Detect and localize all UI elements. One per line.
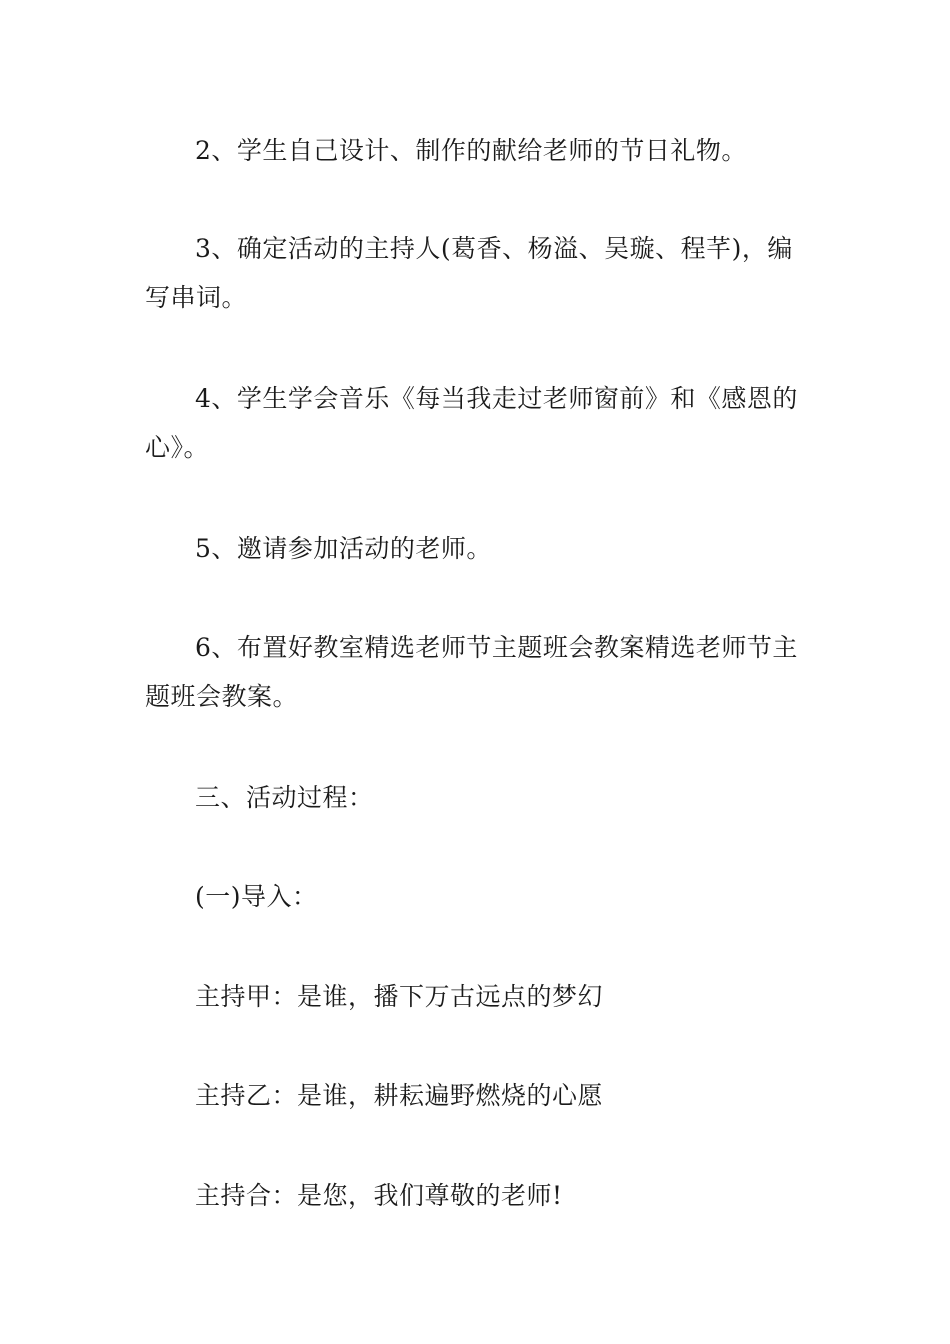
section-heading-activity-process: 三、活动过程： (195, 783, 374, 812)
paragraph-item-2: 2、学生自己设计、制作的献给老师的节日礼物。 (195, 136, 747, 165)
paragraph-item-3: 3、确定活动的主持人(葛香、杨溢、吴璇、程芊)，编写串词。 (145, 234, 793, 312)
paragraph-item-5: 5、邀请参加活动的老师。 (195, 534, 492, 563)
host-b-line: 主持乙：是谁，耕耘遍野燃烧的心愿 (195, 1081, 604, 1110)
paragraph-item-4: 4、学生学会音乐《每当我走过老师窗前》和《感恩的心》。 (145, 384, 798, 462)
subsection-heading-intro: (一)导入： (195, 882, 318, 911)
host-a-line: 主持甲：是谁，播下万古远点的梦幻 (195, 982, 604, 1011)
paragraph-item-6: 6、布置好教室精选老师节主题班会教案精选老师节主题班会教案。 (145, 633, 798, 711)
host-together-line: 主持合：是您，我们尊敬的老师! (195, 1181, 563, 1210)
